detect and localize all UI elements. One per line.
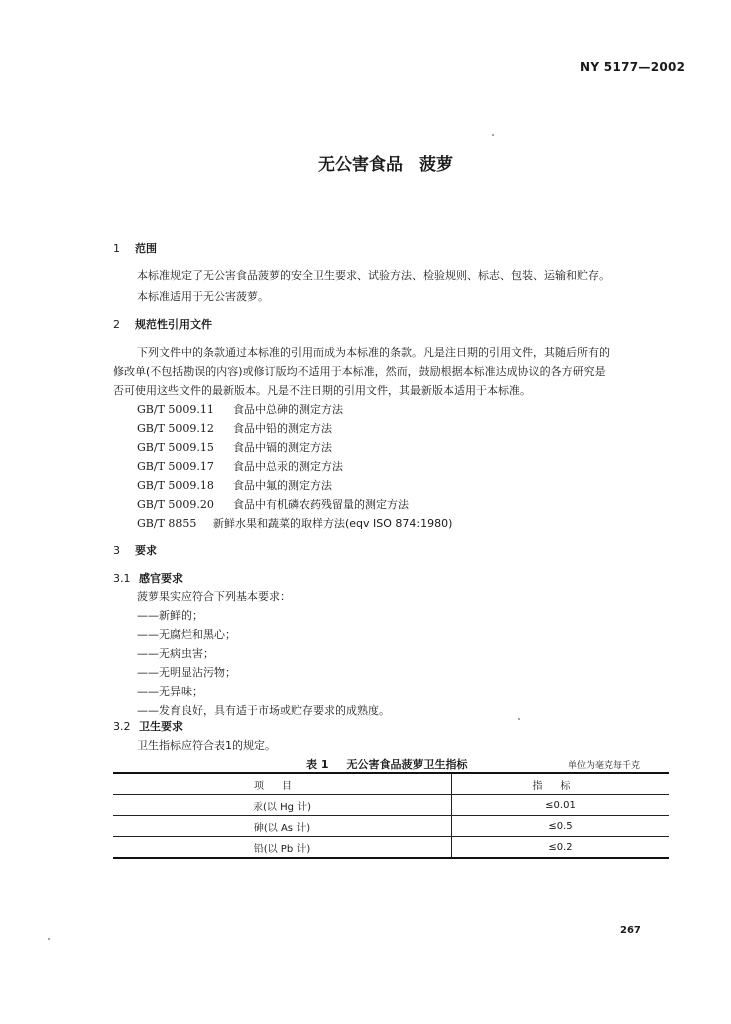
reference-code: GB/T 5009.18 — [137, 479, 214, 492]
reference-item — [137, 439, 332, 455]
section-1-heading — [113, 240, 157, 256]
reference-title: 食品中铅的测定方法 — [233, 422, 332, 435]
list-item: ——新鲜的； — [137, 609, 203, 622]
section-3-1-heading — [113, 570, 183, 586]
table-number: 表 1 — [306, 758, 329, 771]
reference-item — [137, 477, 332, 493]
paragraph-line: 下列文件中的条款通过本标准的引用而成为本标准的条款。凡是注日期的引用文件，其随后所有的 — [137, 346, 610, 359]
list-item: ——无异味； — [137, 685, 203, 698]
section-number: 3 — [113, 544, 120, 557]
column-header-limit: 指标 — [452, 773, 670, 795]
paragraph-line: 修改单(不包括勘误的内容)或修订版均不适用于本标准，然而，鼓励根据本标准达成协议的各方研究是 — [113, 365, 606, 378]
section-title: 规范性引用文件 — [135, 318, 212, 331]
page-title — [318, 150, 453, 175]
section-2-heading — [113, 316, 212, 332]
reference-code: GB/T 5009.12 — [137, 422, 214, 435]
reference-title: 新鲜水果和蔬菜的取样方法(eqv ISO 874:1980) — [213, 517, 453, 530]
table-unit-note: 单位为毫克每千克 — [568, 761, 641, 771]
table-header-row — [113, 773, 669, 795]
table-row — [113, 816, 669, 837]
list-item: ——无明显沾污物； — [137, 666, 236, 679]
section-title: 范围 — [135, 242, 157, 255]
paragraph-line: 本标准规定了无公害食品菠萝的安全卫生要求、试验方法、检验规则、标志、包装、运输和贮存。 — [137, 269, 610, 282]
reference-code: GB/T 5009.11 — [137, 403, 214, 416]
reference-title: 食品中镉的测定方法 — [233, 441, 332, 454]
section-title: 卫生要求 — [139, 720, 183, 733]
list-item: ——无病虫害； — [137, 647, 214, 660]
hygiene-indicator-table — [113, 772, 669, 859]
table-row — [113, 795, 669, 816]
paragraph-line: 卫生指标应符合表1的规定。 — [137, 739, 276, 752]
reference-code: GB/T 5009.20 — [137, 498, 214, 511]
scan-speck — [492, 134, 494, 136]
section-3-2-heading — [113, 718, 183, 734]
table-cell-item: 砷(以 As 计) — [113, 816, 452, 837]
reference-item — [137, 401, 343, 417]
table-cell-limit: ≤0.01 — [452, 795, 670, 816]
reference-title: 食品中总汞的测定方法 — [233, 460, 343, 473]
list-item: ——无腐烂和黑心； — [137, 628, 236, 641]
title-part-2: 菠萝 — [419, 155, 453, 175]
scan-speck — [518, 718, 520, 720]
section-number: 2 — [113, 318, 120, 331]
section-title: 感官要求 — [139, 572, 183, 585]
table-row — [113, 837, 669, 859]
table-cell-item: 铅(以 Pb 计) — [113, 837, 452, 859]
reference-title: 食品中总砷的测定方法 — [233, 403, 343, 416]
reference-title: 食品中有机磷农药残留量的测定方法 — [233, 498, 409, 511]
section-title: 要求 — [135, 544, 157, 557]
column-header-item: 项目 — [113, 773, 452, 795]
reference-title: 食品中氟的测定方法 — [233, 479, 332, 492]
page-number: 267 — [620, 925, 641, 936]
reference-code: GB/T 5009.17 — [137, 460, 214, 473]
section-3-heading — [113, 542, 157, 558]
table-caption — [306, 756, 467, 772]
paragraph-line: 否可使用这些文件的最新版本。凡是不注日期的引用文件，其最新版本适用于本标准。 — [113, 384, 531, 397]
section-number: 3.2 — [113, 720, 131, 733]
table-cell-limit: ≤0.2 — [452, 837, 670, 859]
reference-item — [137, 420, 332, 436]
section-number: 1 — [113, 242, 120, 255]
paragraph-line: 菠萝果实应符合下列基本要求： — [137, 590, 291, 603]
title-part-1: 无公害食品 — [318, 155, 403, 175]
reference-item — [137, 458, 343, 474]
list-item: ——发育良好，具有适于市场或贮存要求的成熟度。 — [137, 704, 390, 717]
reference-item — [137, 515, 452, 531]
reference-code: GB/T 8855 — [137, 517, 197, 530]
scan-speck — [48, 938, 50, 940]
table-cell-limit: ≤0.5 — [452, 816, 670, 837]
table-title: 无公害食品菠萝卫生指标 — [346, 758, 468, 771]
paragraph-line: 本标准适用于无公害菠萝。 — [137, 290, 269, 303]
standard-code: NY 5177—2002 — [580, 60, 686, 74]
reference-item — [137, 496, 409, 512]
reference-code: GB/T 5009.15 — [137, 441, 214, 454]
table-cell-item: 汞(以 Hg 计) — [113, 795, 452, 816]
section-number: 3.1 — [113, 572, 131, 585]
